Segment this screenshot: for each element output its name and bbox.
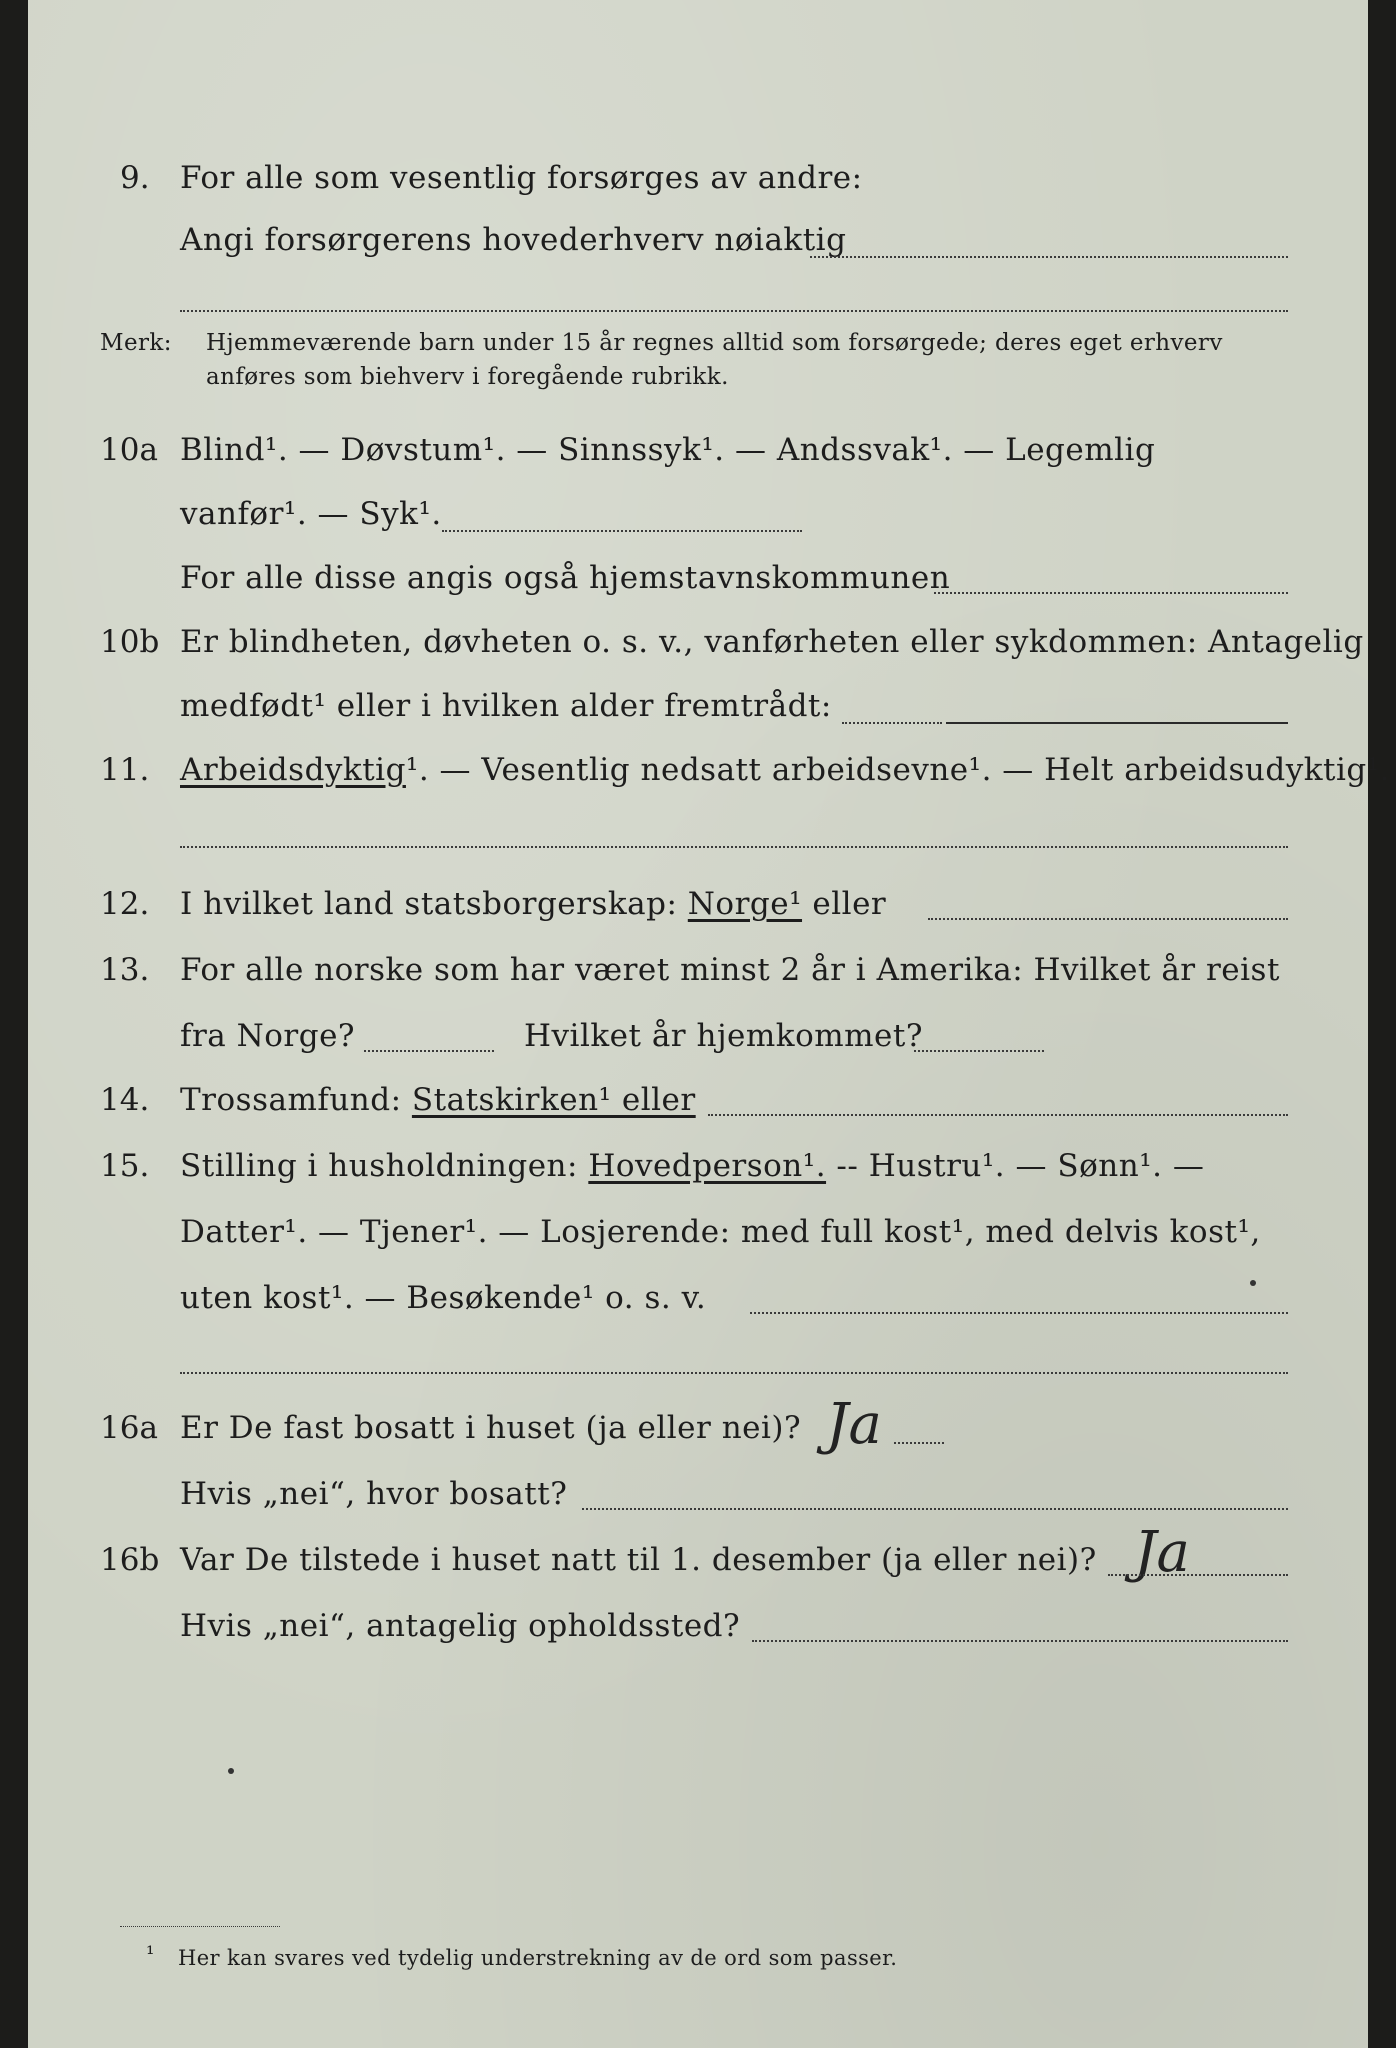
q10a-hjemstavn-line[interactable]: [934, 592, 1288, 594]
footnote-text: Her kan svares ved tydelig understrekning av de ord som passer.: [178, 1946, 898, 1970]
q15-option-hovedperson[interactable]: Hovedperson¹.: [588, 1148, 827, 1184]
q14-prefix: Trossamfund:: [180, 1082, 402, 1118]
q15-line2: Datter¹. — Tjener¹. — Losjerende: med full kost¹, med delvis kost¹,: [180, 1214, 1261, 1250]
q13-line1: For alle norske som har været minst 2 år i Amerika: Hvilket år reist: [180, 952, 1280, 988]
q9-line1: For alle som vesentlig forsørges av andre:: [180, 160, 863, 196]
q11-answer-line[interactable]: [180, 846, 1288, 848]
q10a-line2: vanfør¹. — Syk¹.: [180, 496, 442, 532]
q10a-answer-line[interactable]: [442, 530, 802, 532]
q15-answer-line-2[interactable]: [180, 1372, 1288, 1374]
q13-reist-line[interactable]: [364, 1050, 494, 1052]
q9-answer-line-2[interactable]: [180, 310, 1288, 312]
q12-option-norge[interactable]: Norge¹: [687, 886, 803, 922]
footnote-rule: [120, 1926, 280, 1927]
q15-line1: [180, 1148, 1204, 1184]
q10b-line1: Er blindheten, døvheten o. s. v., vanførheten eller sykdommen: Antagelig: [180, 624, 1364, 660]
q16a-line2: Hvis „nei“, hvor bosatt?: [180, 1476, 568, 1512]
q15-answer-line[interactable]: [750, 1312, 1288, 1314]
q16a-line1: Er De fast bosatt i huset (ja eller nei)?: [180, 1410, 802, 1446]
q12-prefix: I hvilket land statsborgerskap:: [180, 886, 678, 922]
q16a-answer-line[interactable]: [894, 1442, 944, 1444]
q16a-bosatt-line[interactable]: [582, 1508, 1288, 1510]
ink-spot: [1250, 1280, 1256, 1286]
merk-line2: anføres som biehverv i foregående rubrikk.: [206, 364, 729, 390]
q13-line2a: fra Norge?: [180, 1018, 356, 1054]
q13-hjemkommet-line[interactable]: [914, 1050, 1044, 1052]
q14-option-statskirken[interactable]: Statskirken¹ eller: [411, 1082, 696, 1118]
q12-line: [180, 886, 886, 922]
q12-number: 12.: [100, 886, 150, 922]
q11-rest: ¹. — Vesentlig nedsatt arbeidsevne¹. — Helt arbeidsudyktig¹.: [405, 752, 1391, 788]
q10b-answer-line[interactable]: [842, 722, 942, 724]
q16b-answer-line[interactable]: [1108, 1574, 1288, 1576]
q15-line3: uten kost¹. — Besøkende¹ o. s. v.: [180, 1280, 707, 1316]
q14-line: [180, 1082, 696, 1118]
q12-suffix: eller: [812, 886, 887, 922]
q16a-number: 16a: [100, 1410, 158, 1446]
merk-line1: Hjemmeværende barn under 15 år regnes alltid som forsørgede; deres eget erhverv: [206, 330, 1223, 356]
q9-answer-line[interactable]: [810, 256, 1288, 258]
q10b-line2: medfødt¹ eller i hvilken alder fremtrådt:: [180, 688, 832, 724]
q10a-number: 10a: [100, 432, 158, 468]
merk-label: Merk:: [100, 330, 172, 356]
q16b-number: 16b: [100, 1542, 160, 1578]
q11-number: 11.: [100, 752, 150, 788]
q16b-line1: Var De tilstede i huset natt til 1. desember (ja eller nei)?: [180, 1542, 1097, 1578]
q16b-opholdssted-line[interactable]: [752, 1640, 1288, 1642]
q15-number: 15.: [100, 1148, 150, 1184]
census-form-page: [28, 0, 1391, 2048]
q13-number: 13.: [100, 952, 150, 988]
q15-line1-rest: -- Hustru¹. — Sønn¹. —: [836, 1148, 1205, 1184]
q10a-line3: For alle disse angis også hjemstavnskommunen: [180, 560, 951, 596]
q11-option-arbeidsdyktig[interactable]: Arbeidsdyktig: [180, 752, 406, 788]
q10b-number: 10b: [100, 624, 160, 660]
q14-answer-line[interactable]: [708, 1114, 1288, 1116]
q15-prefix: Stilling i husholdningen:: [180, 1148, 578, 1184]
q9-number: 9.: [120, 160, 150, 196]
ink-spot: [228, 1768, 234, 1774]
q13-line2b: Hvilket år hjemkommet?: [524, 1018, 923, 1054]
q11-line: [180, 752, 1390, 788]
q14-number: 14.: [100, 1082, 150, 1118]
q10a-line1: Blind¹. — Døvstum¹. — Sinnssyk¹. — Andssvak¹. — Legemlig: [180, 432, 1156, 468]
q9-line2: Angi forsørgerens hovederhverv nøiaktig: [180, 222, 847, 258]
q10b-answer-line-2[interactable]: [946, 722, 1288, 724]
q12-answer-line[interactable]: [928, 918, 1288, 920]
q16b-line2: Hvis „nei“, antagelig opholdssted?: [180, 1608, 741, 1644]
q16b-handwritten-answer[interactable]: Ja: [1134, 1520, 1190, 1585]
q16a-handwritten-answer[interactable]: Ja: [826, 1392, 882, 1457]
footnote-mark: ¹: [146, 1942, 155, 1966]
